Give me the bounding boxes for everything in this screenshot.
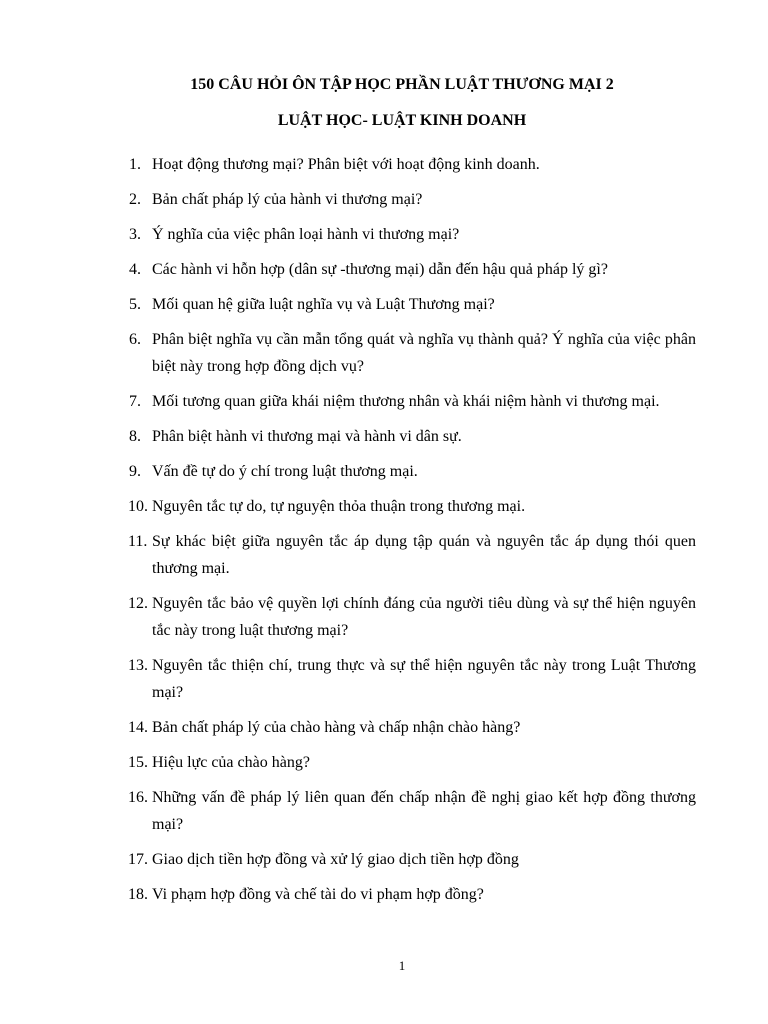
question-text: Hoạt động thương mại? Phân biệt với hoạt động kinh doanh. xyxy=(152,156,540,173)
question-text: Mối quan hệ giữa luật nghĩa vụ và Luật Thương mại? xyxy=(152,296,495,313)
question-text: Nguyên tắc bảo vệ quyền lợi chính đáng của người tiêu dùng và sự thể hiện nguyên tắc này trong luật thương mại? xyxy=(152,595,696,639)
question-number: 14. xyxy=(128,719,148,736)
question-number: 17. xyxy=(128,851,148,868)
question-number: 5. xyxy=(129,296,141,313)
question-number: 1. xyxy=(129,156,141,173)
question-item xyxy=(129,326,696,380)
question-text: Bản chất pháp lý của hành vi thương mại? xyxy=(152,191,423,208)
question-number: 2. xyxy=(129,191,141,208)
question-number: 9. xyxy=(129,463,141,480)
question-number: 13. xyxy=(128,657,148,674)
question-item xyxy=(129,388,696,415)
question-item xyxy=(129,590,696,644)
question-item xyxy=(129,846,696,873)
question-number: 4. xyxy=(129,261,141,278)
question-item xyxy=(129,493,696,520)
question-text: Hiệu lực của chào hàng? xyxy=(152,754,310,771)
question-text: Phân biệt hành vi thương mại và hành vi dân sự. xyxy=(152,428,462,445)
document-title: 150 CÂU HỎI ÔN TẬP HỌC PHẦN LUẬT THƯƠNG MẠI 2 xyxy=(190,76,614,93)
question-text: Phân biệt nghĩa vụ cần mẫn tổng quát và nghĩa vụ thành quả? Ý nghĩa của việc phân biệt này trong hợp đồng dịch vụ? xyxy=(152,331,696,375)
question-text: Bản chất pháp lý của chào hàng và chấp nhận chào hàng? xyxy=(152,719,521,736)
question-item xyxy=(129,423,696,450)
question-number: 11. xyxy=(128,533,148,550)
question-text: Vi phạm hợp đồng và chế tài do vi phạm hợp đồng? xyxy=(152,886,484,903)
question-item xyxy=(129,652,696,706)
question-text: Nguyên tắc thiện chí, trung thực và sự thể hiện nguyên tắc này trong Luật Thương mại? xyxy=(152,657,696,701)
question-text: Các hành vi hỗn hợp (dân sự -thương mại) dẫn đến hậu quả pháp lý gì? xyxy=(152,261,608,278)
question-item xyxy=(129,881,696,908)
question-number: 3. xyxy=(129,226,141,243)
page-number: 1 xyxy=(398,958,406,973)
question-text: Nguyên tắc tự do, tự nguyện thỏa thuận trong thương mại. xyxy=(152,498,526,515)
document-subtitle: LUẬT HỌC- LUẬT KINH DOANH xyxy=(277,112,527,129)
question-item xyxy=(129,291,696,318)
question-text: Giao dịch tiền hợp đồng và xử lý giao dịch tiền hợp đồng xyxy=(152,851,519,868)
question-list xyxy=(129,151,696,916)
question-number: 18. xyxy=(128,886,148,903)
question-number: 7. xyxy=(129,393,141,410)
question-item xyxy=(129,256,696,283)
question-number: 16. xyxy=(128,789,148,806)
question-text: Vấn đề tự do ý chí trong luật thương mại. xyxy=(152,463,418,480)
question-text: Sự khác biệt giữa nguyên tắc áp dụng tập quán và nguyên tắc áp dụng thói quen thương mại. xyxy=(152,533,696,577)
question-number: 12. xyxy=(128,595,148,612)
question-item xyxy=(129,784,696,838)
question-item xyxy=(129,528,696,582)
question-item xyxy=(129,221,696,248)
question-item xyxy=(129,458,696,485)
question-text: Mối tương quan giữa khái niệm thương nhân và khái niệm hành vi thương mại. xyxy=(152,393,660,410)
question-number: 10. xyxy=(128,498,148,515)
question-item xyxy=(129,186,696,213)
question-number: 8. xyxy=(129,428,141,445)
question-item xyxy=(129,151,696,178)
question-text: Ý nghĩa của việc phân loại hành vi thương mại? xyxy=(152,226,460,243)
question-number: 6. xyxy=(129,331,141,348)
question-number: 15. xyxy=(128,754,148,771)
question-item xyxy=(129,749,696,776)
question-text: Những vấn đề pháp lý liên quan đến chấp nhận đề nghị giao kết hợp đồng thương mại? xyxy=(152,789,696,833)
question-item xyxy=(129,714,696,741)
